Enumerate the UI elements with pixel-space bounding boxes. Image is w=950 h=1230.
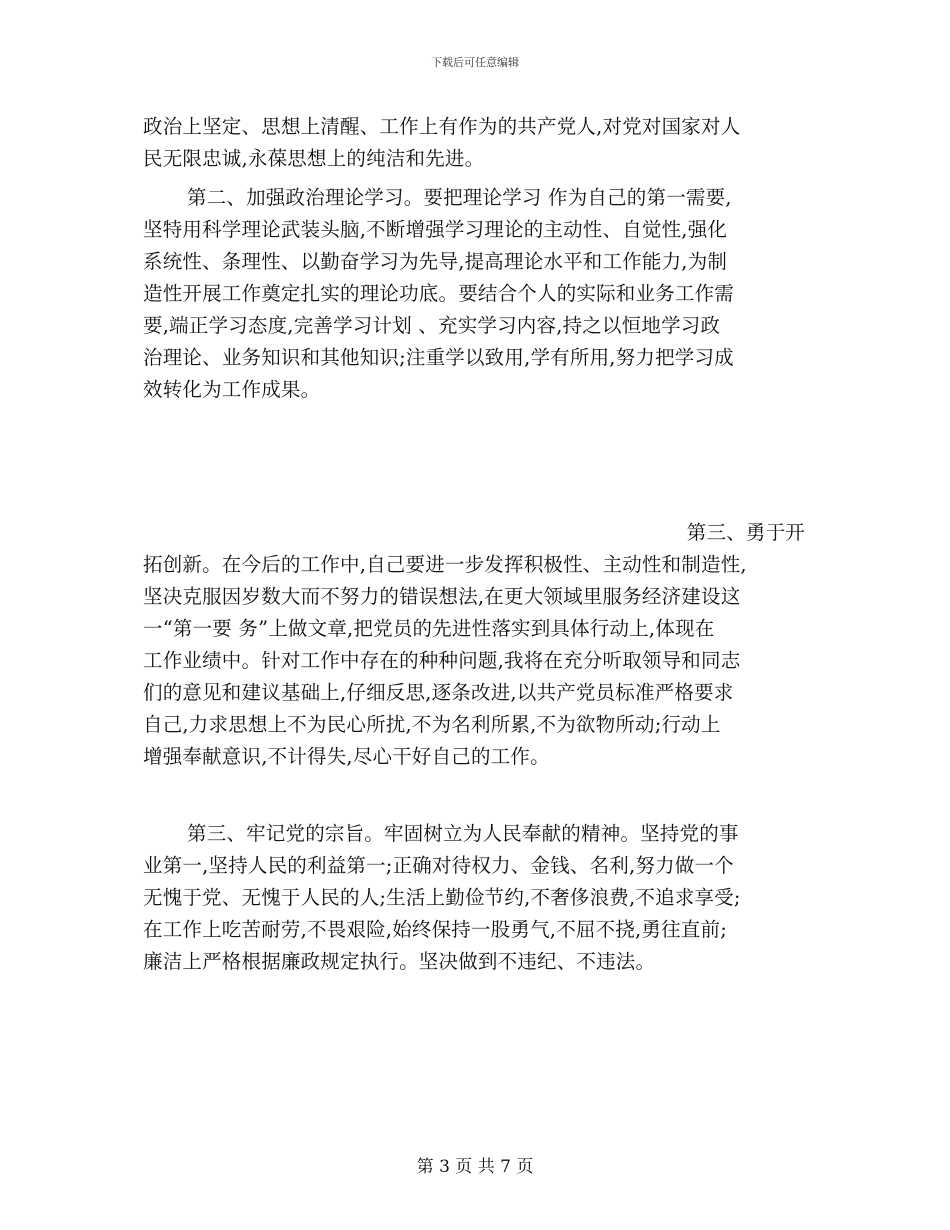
text-line: 政治上坚定、思想上清醒、工作上有作为的共产党人,对党对国家对人: [143, 115, 741, 138]
text-line: 第三、勇于开: [686, 521, 805, 544]
paragraph-third-point-innovation: [143, 517, 805, 773]
text-line: 治理论、业务知识和其他知识;注重学以致用,学有所用,努力把学习成: [143, 346, 734, 369]
page-number-footer: 第 3 页 共 7 页: [416, 1157, 534, 1177]
page-header: 下载后可任意编辑: [431, 56, 519, 69]
text-line: 坚决克服因岁数大而不努力的错误想法,在更大领域里服务经济建设这: [143, 585, 741, 608]
text-line: 增强奉献意识,不计得失,尽心干好自己的工作。: [143, 745, 550, 768]
text-line: 在工作上吃苦耐劳,不畏艰险,始终保持一股勇气,不屈不挠,勇往直前;: [143, 918, 727, 941]
text-line: 第三、牢记党的宗旨。牢固树立为人民奉献的精神。坚持党的事: [187, 822, 739, 845]
text-line: 第二、加强政治理论学习。要把理论学习 作为自己的第一需要,: [187, 186, 732, 209]
text-line: 坚特用科学理论武装头脑,不断增强学习理论的主动性、自觉性,强化: [143, 218, 728, 241]
text-line: 拓创新。在今后的工作中,自己要进一步发挥积极性、主动性和制造性,: [143, 553, 747, 576]
text-line: 效转化为工作成果。: [143, 378, 321, 401]
paragraph-second-point: [143, 182, 805, 406]
text-line: 系统性、条理性、以勤奋学习为先导,提高理论水平和工作能力,为制: [143, 250, 728, 273]
text-line: 廉洁上严格根据廉政规定执行。坚决做到不违纪、不违法。: [143, 950, 656, 973]
text-line: 造性开展工作奠定扎实的理论功底。要结合个人的实际和业务工作需: [143, 282, 735, 305]
text-line: 们的意见和建议基础上,仔细反思,逐条改进,以共产党员标准严格要求: [143, 681, 734, 704]
text-line: 自己,力求思想上不为民心所扰,不为名利所累,不为欲物所动;行动上: [143, 713, 721, 736]
text-line: 业第一,坚持人民的利益第一;正确对待权力、金钱、名利,努力做一个: [143, 854, 734, 877]
text-line: 要,端正学习态度,完善学习计划 、充实学习内容,持之以恒地学习政: [143, 314, 721, 337]
paragraph-continuation: [143, 111, 805, 175]
text-line: 工作业绩中。针对工作中存在的种种问题,我将在充分听取领导和同志: [143, 649, 741, 672]
text-line: 无愧于党、无愧于人民的人;生活上勤俭节约,不奢侈浪费,不追求享受;: [143, 886, 741, 909]
text-line: 民无限忠诚,永葆思想上的纯洁和先进。: [143, 147, 485, 170]
paragraph-third-point-purpose: [143, 818, 805, 978]
text-line: 一“第一要 务”上做文章,把党员的先进性落实到具体行动上,体现在: [143, 617, 715, 640]
